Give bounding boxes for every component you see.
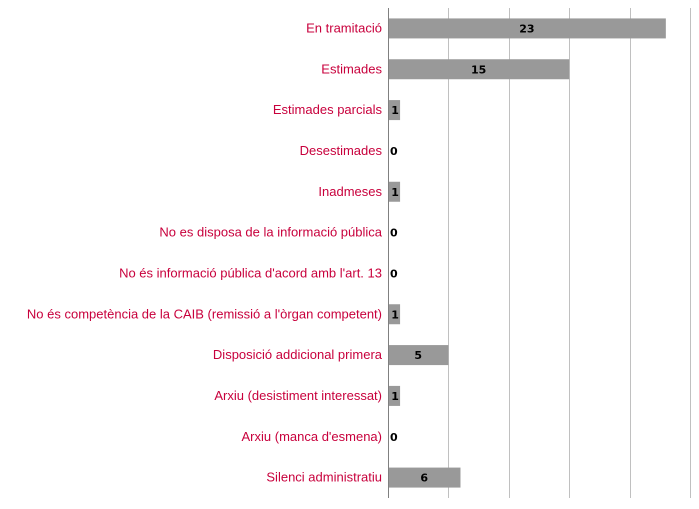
value-label: 5 xyxy=(414,349,423,363)
value-label: 0 xyxy=(390,430,398,444)
value-label: 23 xyxy=(519,22,535,36)
value-label: 1 xyxy=(391,389,399,403)
category-label: Estimades xyxy=(321,61,382,77)
category-label: No és informació pública d'acord amb l'art. 13 xyxy=(119,265,382,281)
category-label: Silenci administratiu xyxy=(266,469,382,485)
value-label: 0 xyxy=(390,267,398,281)
value-label: 1 xyxy=(391,308,399,322)
category-label: No es disposa de la informació pública xyxy=(159,224,382,240)
value-label: 0 xyxy=(390,226,398,240)
category-label: Desestimades xyxy=(299,142,382,158)
category-label: No és competència de la CAIB (remissió a l'òrgan competent) xyxy=(26,306,382,322)
category-label: En tramitació xyxy=(306,20,382,36)
category-label: Disposició addicional primera xyxy=(212,347,382,363)
value-label: 0 xyxy=(390,144,398,158)
category-labels xyxy=(27,20,383,484)
gridlines xyxy=(449,8,691,498)
category-label: Arxiu (manca d'esmena) xyxy=(241,428,382,444)
value-label: 1 xyxy=(391,104,399,118)
bars xyxy=(388,18,666,487)
category-label: Estimades parcials xyxy=(272,102,382,118)
value-label: 1 xyxy=(391,185,399,199)
value-label: 15 xyxy=(470,63,487,77)
value-label: 6 xyxy=(420,471,429,485)
category-label: Arxiu (desistiment interessat) xyxy=(214,387,382,403)
value-labels xyxy=(390,22,535,484)
category-label: Inadmeses xyxy=(318,183,382,199)
